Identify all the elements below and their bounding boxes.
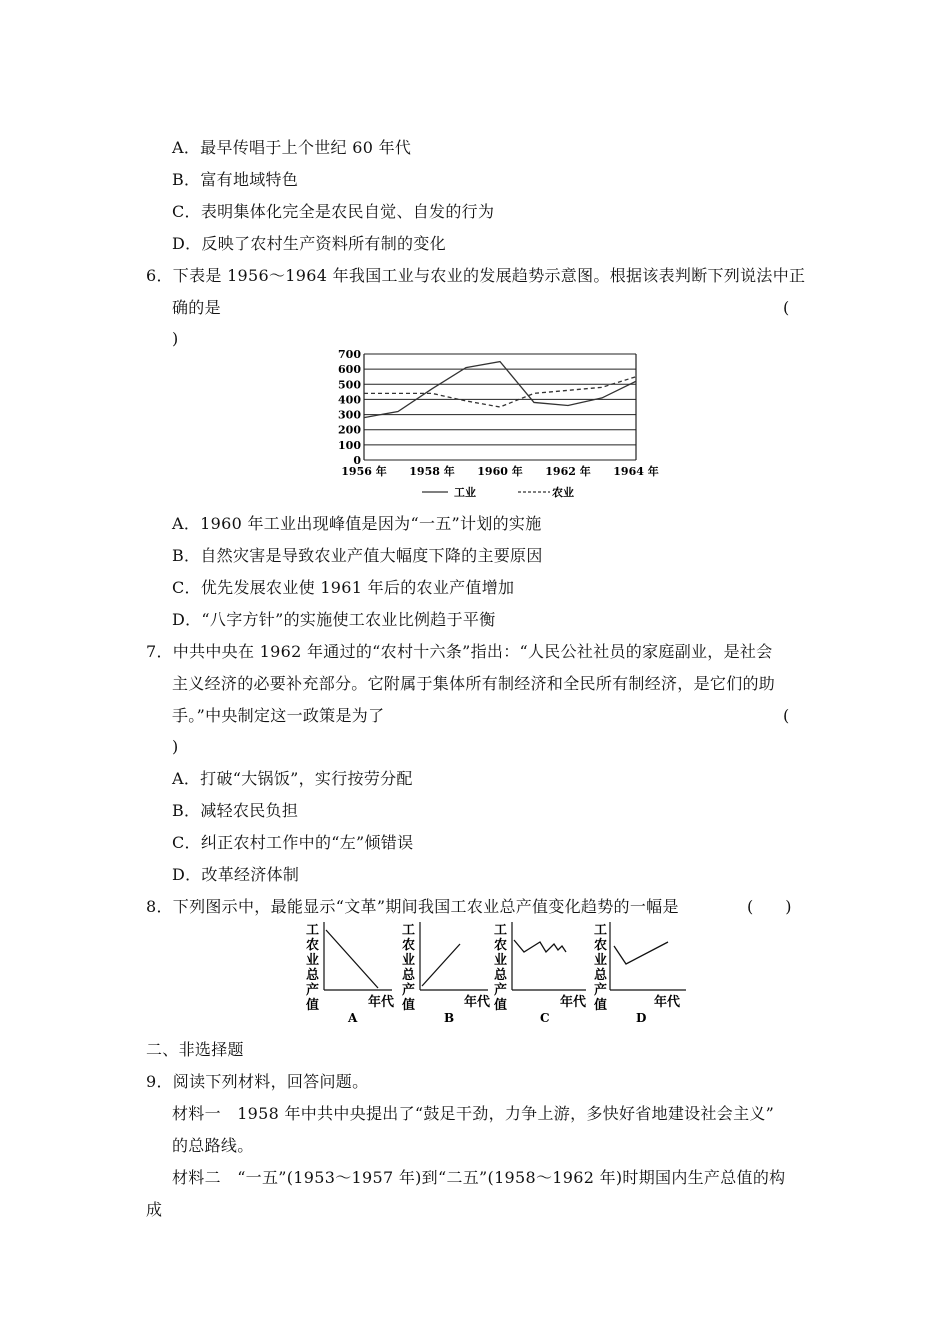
y-tick-label: 100 (338, 438, 361, 452)
q6-option-b: B．自然灾害是导致农业产值大幅度下降的主要原因 (172, 546, 543, 565)
q8-y-label-char: 值 (306, 998, 320, 1013)
q8-figure-c (488, 918, 592, 1026)
q8-y-label-char: 业 (306, 953, 320, 968)
q7-option-b: B．减轻农民负担 (172, 801, 299, 820)
q8-y-label-char: 总 (402, 968, 416, 983)
series-line-agriculture (364, 377, 636, 407)
q6-chart-svg (330, 348, 659, 504)
q8-x-label: 年代 (560, 995, 587, 1010)
q8-trend-line (422, 944, 460, 986)
q9-material2-line2: 成 (146, 1200, 163, 1219)
q8-figure-a (296, 918, 396, 1026)
q8-y-label-char: 产 (494, 983, 508, 998)
x-tick-label: 1962 年 (545, 465, 591, 478)
q8-x-label: 年代 (464, 995, 491, 1010)
q8-figure-label: A (348, 1011, 358, 1025)
q8-y-label-char: 农 (594, 938, 608, 953)
q6-answer-paren-close: ) (172, 329, 179, 348)
q8-figure-a-svg (296, 918, 396, 1026)
q8-figure-b (392, 918, 492, 1026)
q8-y-label-char: 工 (306, 923, 320, 938)
q5-option-b: B．富有地域特色 (172, 170, 299, 189)
q8-y-label-char: 总 (306, 968, 320, 983)
y-tick-label: 200 (338, 423, 361, 437)
q7-option-d: D．改革经济体制 (172, 865, 300, 884)
series-line-industry (364, 362, 636, 418)
q7-stem-line2: 主义经济的必要补充部分。它附属于集体所有制经济和全民所有制经济，是它们的助 (172, 674, 776, 693)
x-tick-label: 1960 年 (477, 465, 523, 478)
q8-figure-c-svg (488, 918, 592, 1026)
q5-option-d: D．反映了农村生产资料所有制的变化 (172, 234, 446, 253)
q8-answer-paren: ( ) (747, 897, 792, 916)
q8-y-label-char: 总 (594, 968, 608, 983)
y-tick-label: 400 (338, 393, 361, 407)
q9-material2-line1: 材料二 “一五”(1953～1957 年)到“二五”(1958～1962 年)时期国内生产总值的构 (172, 1168, 786, 1187)
q8-figure-d-svg (588, 918, 692, 1026)
y-tick-label: 300 (338, 408, 361, 422)
q8-y-label-char: 产 (402, 983, 416, 998)
q7-option-a: A．打破“大锅饭”，实行按劳分配 (172, 769, 413, 788)
y-tick-label: 700 (338, 348, 361, 361)
q6-stem-line2: 确的是 (172, 298, 221, 317)
y-tick-label: 500 (338, 378, 361, 392)
q7-answer-paren-open: ( (783, 706, 790, 725)
q8-y-label-char: 农 (494, 938, 508, 953)
q6-line-chart (330, 348, 659, 504)
q8-figure-label: B (444, 1011, 455, 1025)
q6-option-c: C．优先发展农业使 1961 年后的农业产值增加 (172, 578, 515, 597)
q8-y-label-char: 值 (402, 998, 416, 1013)
q8-y-label-char: 业 (494, 953, 508, 968)
q8-figure-label: D (636, 1011, 647, 1025)
q5-option-c: C．表明集体化完全是农民自觉、自发的行为 (172, 202, 495, 221)
q9-material1-line2: 的总路线。 (172, 1136, 254, 1155)
y-tick-label: 600 (338, 363, 361, 377)
q8-stem: 8．下列图示中，最能显示“文革”期间我国工农业总产值变化趋势的一幅是 (146, 897, 679, 916)
q8-y-label-char: 工 (594, 923, 608, 938)
q8-trend-line (326, 930, 378, 988)
x-tick-label: 1964 年 (613, 465, 659, 478)
q8-y-label-char: 农 (402, 938, 416, 953)
q8-y-label-char: 工 (494, 923, 508, 938)
q9-stem: 9．阅读下列材料，回答问题。 (146, 1072, 369, 1091)
q8-trend-line (514, 940, 566, 952)
q8-figure-b-svg (392, 918, 492, 1026)
q8-y-label-char: 业 (594, 953, 608, 968)
q7-answer-paren-close: ) (172, 737, 179, 756)
q8-y-label-char: 工 (402, 923, 416, 938)
q8-y-label-char: 业 (402, 953, 416, 968)
q8-figure-d (588, 918, 692, 1026)
q9-material1-line1: 材料一 1958 年中共中央提出了“鼓足干劲，力争上游，多快好省地建设社会主义” (172, 1104, 775, 1123)
q8-y-label-char: 总 (494, 968, 508, 983)
q8-y-label-char: 农 (306, 938, 320, 953)
q8-y-label-char: 产 (594, 983, 608, 998)
q6-option-a: A．1960 年工业出现峰值是因为“一五”计划的实施 (172, 514, 542, 533)
x-tick-label: 1956 年 (341, 465, 387, 478)
q8-y-label-char: 值 (594, 998, 608, 1013)
y-tick-label: 0 (353, 454, 361, 467)
q5-option-a: A．最早传唱于上个世纪 60 年代 (172, 138, 412, 157)
x-tick-label: 1958 年 (409, 465, 455, 478)
q6-option-d: D．“八字方针”的实施使工农业比例趋于平衡 (172, 610, 496, 629)
q8-y-label-char: 值 (494, 998, 508, 1013)
q6-stem-line1: 6．下表是 1956～1964 年我国工业与农业的发展趋势示意图。根据该表判断下列说法中正 (146, 266, 806, 285)
q8-figure-label: C (540, 1011, 550, 1025)
q7-option-c: C．纠正农村工作中的“左”倾错误 (172, 833, 414, 852)
q6-answer-paren-open: ( (783, 298, 790, 317)
q8-x-label: 年代 (654, 995, 681, 1010)
legend-label-agriculture: 农业 (552, 486, 574, 499)
q8-y-label-char: 产 (306, 983, 320, 998)
section-title: 二、非选择题 (146, 1040, 244, 1059)
legend-label-industry: 工业 (454, 486, 476, 499)
q7-stem-line3: 手。”中央制定这一政策是为了 (172, 706, 385, 725)
q8-trend-line (614, 942, 668, 964)
q7-stem-line1: 7．中共中央在 1962 年通过的“农村十六条”指出：“人民公社社员的家庭副业，是社会 (146, 642, 773, 661)
q8-x-label: 年代 (368, 995, 395, 1010)
